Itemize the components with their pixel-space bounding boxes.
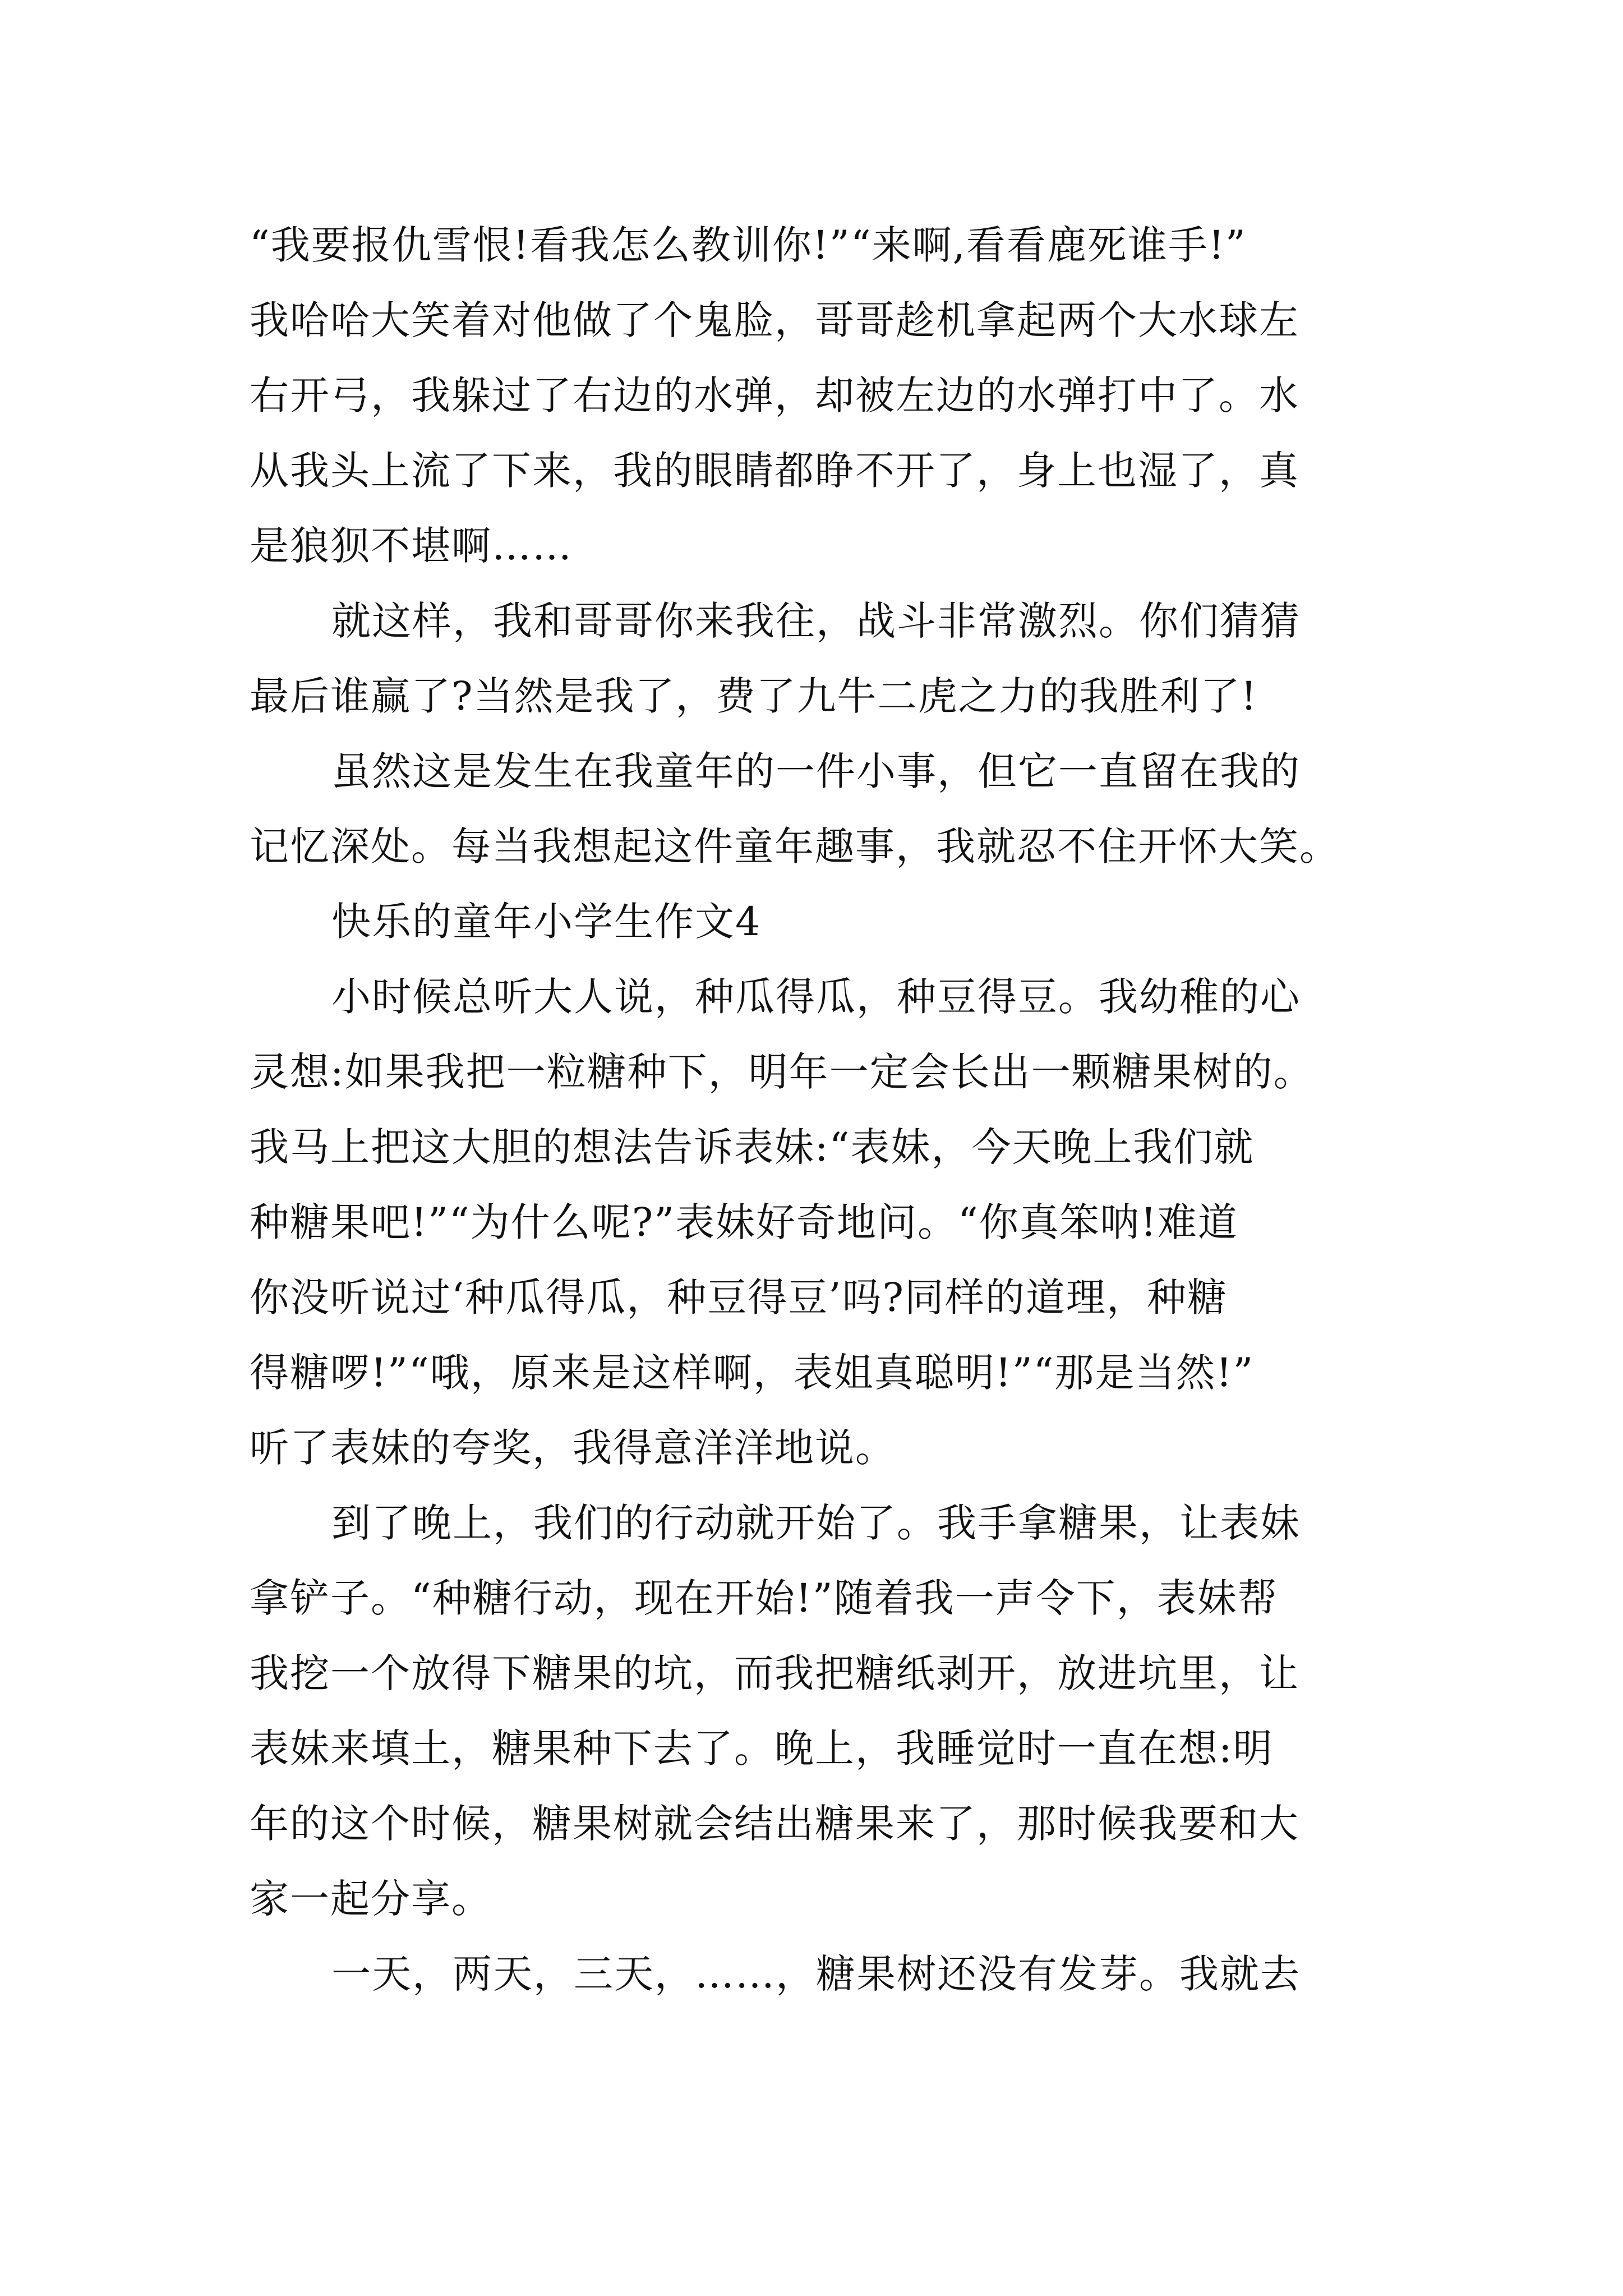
text-line: 听了表妹的夸奖，我得意洋洋地说。 (250, 1425, 896, 1471)
section-heading: 快乐的童年小学生作文4 (331, 899, 762, 945)
paragraph-start-line: 就这样，我和哥哥你来我往，战斗非常激烈。你们猜猜 (331, 598, 1301, 644)
text-line: 你没听说过‘种瓜得瓜，种豆得豆’吗?同样的道理，种糖 (250, 1274, 1228, 1320)
text-line: 我哈哈大笑着对他做了个鬼脸，哥哥趁机拿起两个大水球左 (250, 297, 1299, 343)
text-line: 表妹来填土，糖果种下去了。晚上，我睡觉时一直在想:明 (250, 1726, 1274, 1772)
text-line: 我挖一个放得下糖果的坑，而我把糖纸剥开，放进坑里，让 (250, 1650, 1299, 1696)
text-line: 从我头上流了下来，我的眼睛都睁不开了，身上也湿了，真 (250, 448, 1299, 494)
text-line: 灵想:如果我把一粒糖种下，明年一定会长出一颗糖果树的。 (250, 1049, 1314, 1095)
document-body (250, 208, 1405, 2012)
text-line: 记忆深处。每当我想起这件童年趣事，我就忍不住开怀大笑。 (250, 823, 1340, 869)
text-line: “我要报仇雪恨!看我怎么教训你!”“来啊,看看鹿死谁手!” (250, 222, 1247, 268)
text-line: 年的这个时候，糖果树就会结出糖果来了，那时候我要和大 (250, 1801, 1299, 1847)
text-line: 我马上把这大胆的想法告诉表妹:“表妹，今天晚上我们就 (250, 1124, 1255, 1170)
text-line: 最后谁赢了?当然是我了，费了九牛二虎之力的我胜利了! (250, 673, 1258, 719)
paragraph-start-line: 一天，两天，三天，……，糖果树还没有发芽。我就去 (331, 1951, 1301, 1997)
text-line: 得糖啰!”“哦，原来是这样啊，表姐真聪明!”“那是当然!” (250, 1350, 1255, 1396)
paragraph-start-line: 小时候总听大人说，种瓜得瓜，种豆得豆。我幼稚的心 (331, 974, 1301, 1020)
text-line: 是狼狈不堪啊…… (250, 523, 573, 569)
paragraph-start-line: 虽然这是发生在我童年的一件小事，但它一直留在我的 (331, 748, 1301, 794)
text-line: 右开弓，我躲过了右边的水弹，却被左边的水弹打中了。水 (250, 372, 1299, 418)
text-line: 家一起分享。 (250, 1876, 492, 1922)
paragraph-start-line: 到了晚上，我们的行动就开始了。我手拿糖果，让表妹 (331, 1500, 1301, 1546)
text-line: 拿铲子。“种糖行动，现在开始!”随着我一声令下，表妹帮 (250, 1575, 1278, 1621)
text-line: 种糖果吧!”“为什么呢?”表妹好奇地问。“你真笨呐!难道 (250, 1199, 1238, 1245)
